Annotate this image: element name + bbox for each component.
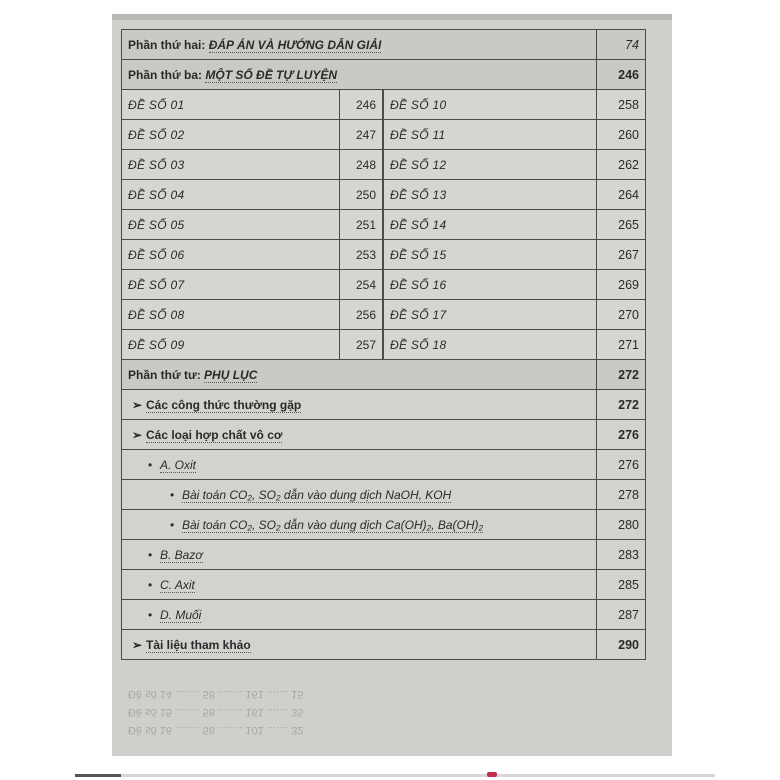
bullet-icon: • xyxy=(148,577,153,592)
appendix-page: 280 xyxy=(597,510,646,540)
toc-part-3 xyxy=(122,60,646,90)
toc-part-3-label xyxy=(122,60,597,90)
appendix-entry xyxy=(128,518,483,532)
exam-left-label: ĐỀ SỐ 09 xyxy=(122,330,340,360)
exam-right-label: ĐỀ SỐ 14 xyxy=(383,210,597,240)
appendix-row xyxy=(122,480,646,510)
bullet-icon: • xyxy=(170,487,175,502)
appendix-label-cell xyxy=(122,480,597,510)
exam-left-page: 251 xyxy=(340,210,384,240)
exam-left-page: 248 xyxy=(340,150,384,180)
appendix-label-cell xyxy=(122,630,597,660)
exam-left-label: ĐỀ SỐ 04 xyxy=(122,180,340,210)
bullet-icon: • xyxy=(170,517,175,532)
exam-row xyxy=(122,210,646,240)
appendix-label-cell xyxy=(122,600,597,630)
arrow-marker-icon: ➢ xyxy=(132,427,143,442)
exam-row xyxy=(122,330,646,360)
appendix-entry xyxy=(128,428,282,442)
exam-right-page: 267 xyxy=(597,240,646,270)
exam-row xyxy=(122,240,646,270)
appendix-row xyxy=(122,450,646,480)
toc-part-2-page: 74 xyxy=(597,30,646,60)
toc-part-3-page: 246 xyxy=(597,60,646,90)
bullet-icon: • xyxy=(148,457,153,472)
exam-left-label: ĐỀ SỐ 03 xyxy=(122,150,340,180)
appendix-entry xyxy=(128,398,301,412)
appendix-label-cell xyxy=(122,420,597,450)
part-2-prefix: Phần thứ hai: xyxy=(128,37,206,52)
appendix-row xyxy=(122,600,646,630)
appendix-page: 272 xyxy=(597,390,646,420)
appendix-row xyxy=(122,390,646,420)
appendix-text: D. Muối xyxy=(160,607,202,622)
appendix-text: B. Bazơ xyxy=(160,547,203,562)
appendix-row xyxy=(122,510,646,540)
ghost-line: Đề số 16 ........ 58 ........ 101 ....... 32 xyxy=(128,724,304,736)
exam-right-page: 270 xyxy=(597,300,646,330)
appendix-page: 278 xyxy=(597,480,646,510)
exam-right-label: ĐỀ SỐ 12 xyxy=(383,150,597,180)
exam-left-page: 254 xyxy=(340,270,384,300)
part-3-title: MỘT SỐ ĐỀ TỰ LUYỆN xyxy=(205,67,338,82)
appendix-text: Tài liệu tham khảo xyxy=(146,637,251,652)
ghost-line: Đề số 15 ........ 58 ........ 161 ....... 35 xyxy=(128,706,304,718)
part-3-prefix: Phần thứ ba: xyxy=(128,67,203,82)
bleed-through-text xyxy=(128,682,648,752)
appendix-row xyxy=(122,420,646,450)
exam-row xyxy=(122,270,646,300)
part-4-prefix: Phần thứ tư: xyxy=(128,367,201,382)
exam-right-label: ĐỀ SỐ 15 xyxy=(383,240,597,270)
arrow-marker-icon: ➢ xyxy=(132,637,143,652)
toc-part-2 xyxy=(122,30,646,60)
appendix-label-cell xyxy=(122,570,597,600)
appendix-entry xyxy=(128,458,196,472)
exam-row xyxy=(122,180,646,210)
exam-right-page: 269 xyxy=(597,270,646,300)
exam-left-page: 247 xyxy=(340,120,384,150)
exam-left-page: 250 xyxy=(340,180,384,210)
appendix-text: Bài toán CO₂, SO₂ dẫn vào dung dịch NaOH, KOH xyxy=(182,487,452,502)
exam-right-label: ĐỀ SỐ 11 xyxy=(383,120,597,150)
exam-right-page: 271 xyxy=(597,330,646,360)
exam-left-page: 253 xyxy=(340,240,384,270)
appendix-page: 290 xyxy=(597,630,646,660)
appendix-label-cell xyxy=(122,390,597,420)
appendix-label-cell xyxy=(122,510,597,540)
exam-right-label: ĐỀ SỐ 13 xyxy=(383,180,597,210)
exam-right-page: 264 xyxy=(597,180,646,210)
appendix-row xyxy=(122,630,646,660)
toc-part-4-label xyxy=(122,360,597,390)
appendix-row xyxy=(122,570,646,600)
bottom-strip-dark xyxy=(75,774,121,777)
exam-right-page: 260 xyxy=(597,120,646,150)
bottom-strip xyxy=(75,774,715,777)
bullet-icon: • xyxy=(148,607,153,622)
ghost-line: Đề số 14 ........ 58 ........ 161 ....... 15 xyxy=(128,688,304,700)
appendix-label-cell xyxy=(122,450,597,480)
exam-left-label: ĐỀ SỐ 06 xyxy=(122,240,340,270)
exam-right-page: 258 xyxy=(597,90,646,120)
appendix-text: Các loại hợp chất vô cơ xyxy=(146,427,283,442)
appendix-text: A. Oxit xyxy=(160,457,197,472)
exam-row xyxy=(122,150,646,180)
appendix-text: Các công thức thường gặp xyxy=(146,397,302,412)
appendix-text: C. Axit xyxy=(160,577,195,592)
exam-left-label: ĐỀ SỐ 02 xyxy=(122,120,340,150)
appendix-page: 285 xyxy=(597,570,646,600)
appendix-page: 276 xyxy=(597,420,646,450)
bottom-strip-mark xyxy=(487,772,497,777)
part-4-title: PHỤ LỤC xyxy=(204,367,258,382)
exam-left-label: ĐỀ SỐ 07 xyxy=(122,270,340,300)
part-2-title: ĐÁP ÁN VÀ HƯỚNG DẪN GIẢI xyxy=(208,37,382,52)
exam-left-label: ĐỀ SỐ 08 xyxy=(122,300,340,330)
appendix-row xyxy=(122,540,646,570)
appendix-label-cell xyxy=(122,540,597,570)
exam-left-page: 246 xyxy=(340,90,384,120)
exam-right-label: ĐỀ SỐ 10 xyxy=(383,90,597,120)
appendix-entry xyxy=(128,608,201,622)
exam-row xyxy=(122,120,646,150)
exam-right-label: ĐỀ SỐ 18 xyxy=(383,330,597,360)
bullet-icon: • xyxy=(148,547,153,562)
appendix-entry xyxy=(128,488,451,502)
exam-row xyxy=(122,300,646,330)
exam-row xyxy=(122,90,646,120)
exam-right-label: ĐỀ SỐ 16 xyxy=(383,270,597,300)
appendix-entry xyxy=(128,548,203,562)
exam-right-page: 262 xyxy=(597,150,646,180)
exam-left-label: ĐỀ SỐ 05 xyxy=(122,210,340,240)
appendix-page: 283 xyxy=(597,540,646,570)
appendix-entry xyxy=(128,578,195,592)
appendix-page: 287 xyxy=(597,600,646,630)
exam-left-label: ĐỀ SỐ 01 xyxy=(122,90,340,120)
appendix-page: 276 xyxy=(597,450,646,480)
exam-right-label: ĐỀ SỐ 17 xyxy=(383,300,597,330)
table-of-contents xyxy=(121,29,646,660)
exam-left-page: 256 xyxy=(340,300,384,330)
arrow-marker-icon: ➢ xyxy=(132,397,143,412)
appendix-entry xyxy=(128,638,251,652)
appendix-text: Bài toán CO₂, SO₂ dẫn vào dung dịch Ca(OH)₂, Ba(OH)₂ xyxy=(182,517,484,532)
exam-right-page: 265 xyxy=(597,210,646,240)
exam-left-page: 257 xyxy=(340,330,384,360)
toc-part-2-label xyxy=(122,30,597,60)
toc-part-4 xyxy=(122,360,646,390)
toc-part-4-page: 272 xyxy=(597,360,646,390)
page-top-edge xyxy=(112,14,672,20)
